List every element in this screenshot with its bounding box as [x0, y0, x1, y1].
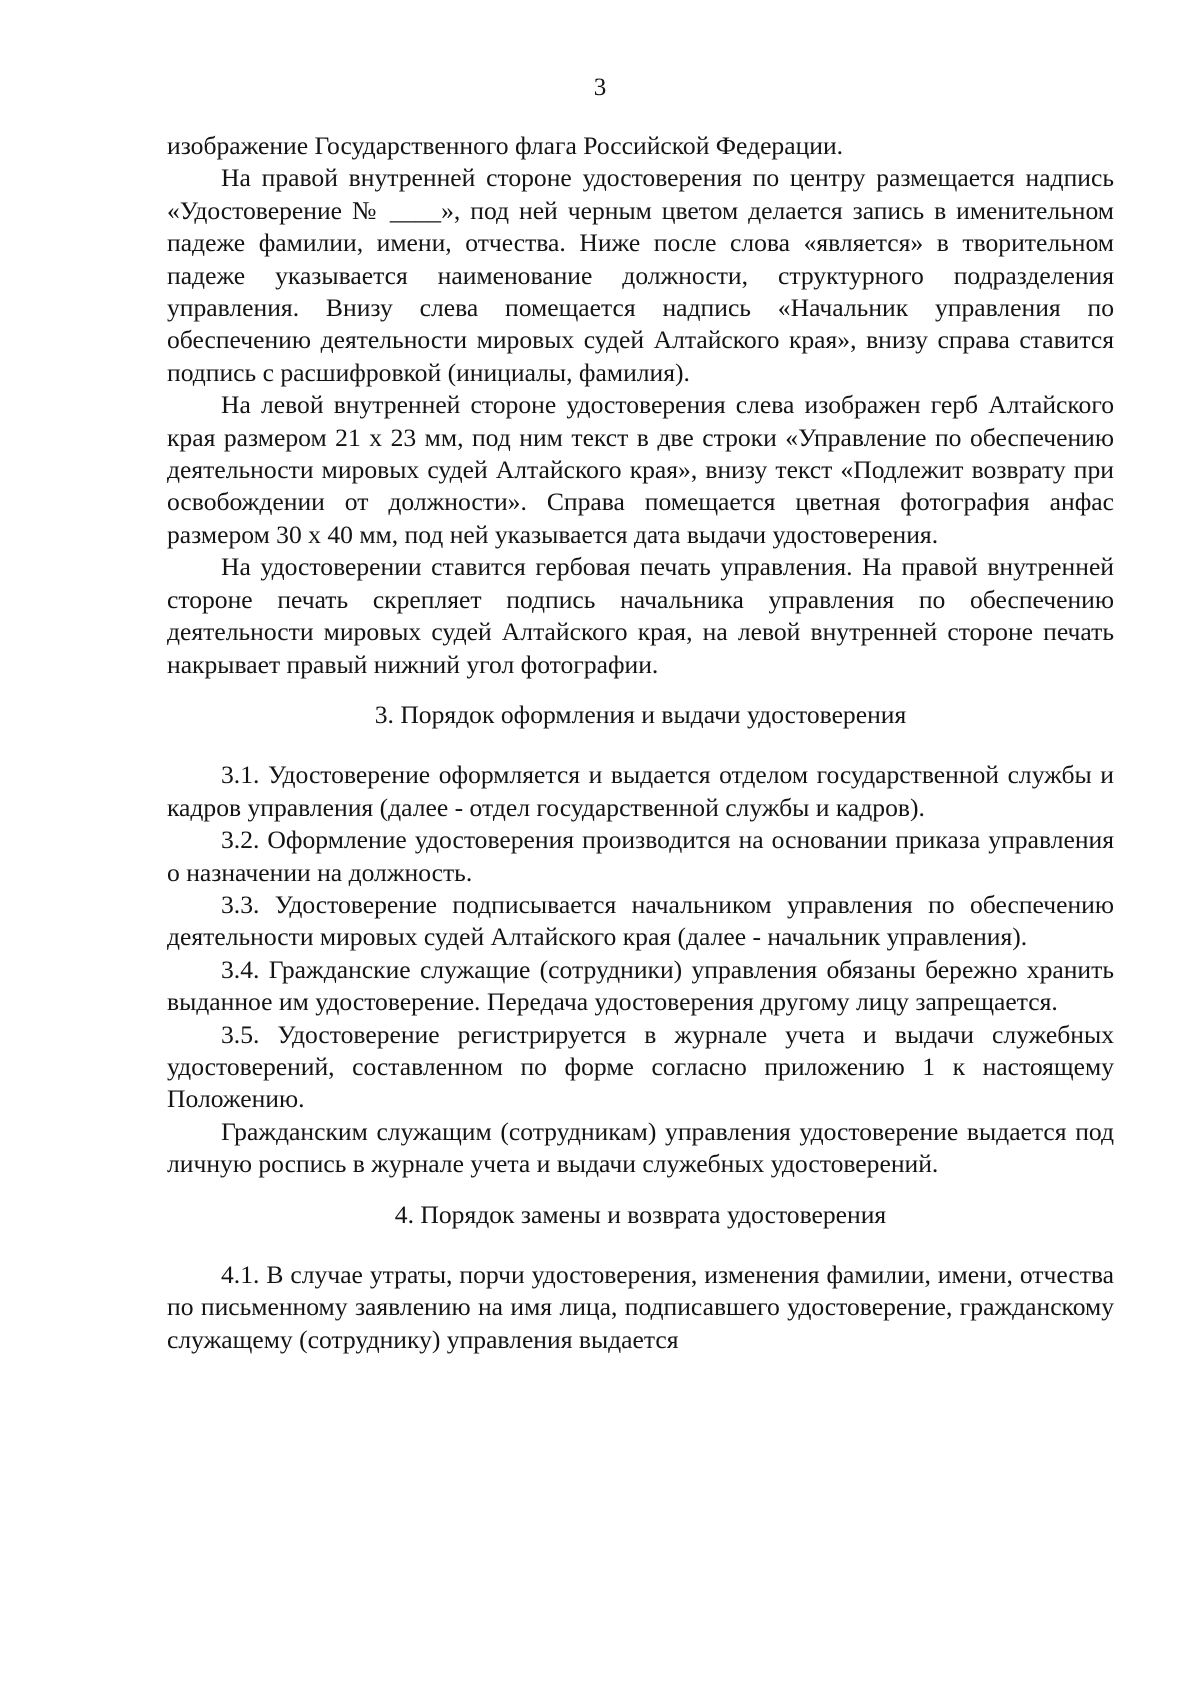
paragraph-4-1: 4.1. В случае утраты, порчи удостоверения, изменения фамилии, имени, отчества по письменному заявлению на имя лица, подписавшего удостоверение, гражданскому служащему (сотруднику) управления выдается [167, 1260, 1114, 1354]
document-body [167, 130, 1114, 1356]
paragraph-3-5: 3.5. Удостоверение регистрируется в журнале учета и выдачи служебных удостоверений, составленном по форме согласно приложению 1 к настоящему Положению. [167, 1019, 1114, 1114]
page-number: 3 [593, 74, 607, 101]
paragraph-right-inner-side: На правой внутренней стороне удостоверения по центру размещается надпись «Удостоверение № ____», под ней черным цветом делается запись в именительном падеже фамилии, имени, отчества. Ниже после слова «является» в творительном падеже указывается наименование должности, структурного подразделения управления. Внизу слева помещается надпись «Начальник управления по обеспечению деятельности мировых судей Алтайского края», внизу справа ставится подпись с расшифровкой (инициалы, фамилия). [167, 163, 1114, 387]
paragraph-3-5-issuance: Гражданским служащим (сотрудникам) управления удостоверение выдается под личную роспись в журнале учета и выдачи служебных удостоверений. [167, 1116, 1114, 1179]
paragraph-left-inner-side: На левой внутренней стороне удостоверения слева изображен герб Алтайского края размером 21 x 23 мм, под ним текст в две строки «Управление по обеспечению деятельности мировых судей Алтайского края», внизу текст «Подлежит возврату при освобождении от должности». Справа помещается цветная фотография анфас размером 30 x 40 мм, под ней указывается дата выдачи удостоверения. [167, 390, 1114, 549]
paragraph-seal: На удостоверении ставится гербовая печать управления. На правой внутренней стороне печать скрепляет подпись начальника управления по обеспечению деятельности мировых судей Алтайского края, на левой внутренней стороне печать накрывает правый нижний угол фотографии. [167, 552, 1114, 679]
paragraph-3-1: 3.1. Удостоверение оформляется и выдается отделом государственной службы и кадров управления (далее - отдел государственной службы и кадров). [167, 760, 1114, 822]
paragraph-flag-continuation: изображение Государственного флага Российской Федерации. [167, 131, 844, 160]
paragraph-3-4: 3.4. Гражданские служащие (сотрудники) управления обязаны бережно хранить выданное им удостоверение. Передача удостоверения другому лицу запрещается. [167, 954, 1114, 1017]
section-3-heading: 3. Порядок оформления и выдачи удостоверения [374, 699, 907, 729]
section-4-heading: 4. Порядок замены и возврата удостоверения [394, 1199, 887, 1229]
paragraph-3-3: 3.3. Удостоверение подписывается начальником управления по обеспечению деятельности мировых судей Алтайского края (далее - начальник управления). [167, 889, 1114, 952]
paragraph-3-2: 3.2. Оформление удостоверения производится на основании приказа управления о назначении на должность. [167, 825, 1114, 887]
